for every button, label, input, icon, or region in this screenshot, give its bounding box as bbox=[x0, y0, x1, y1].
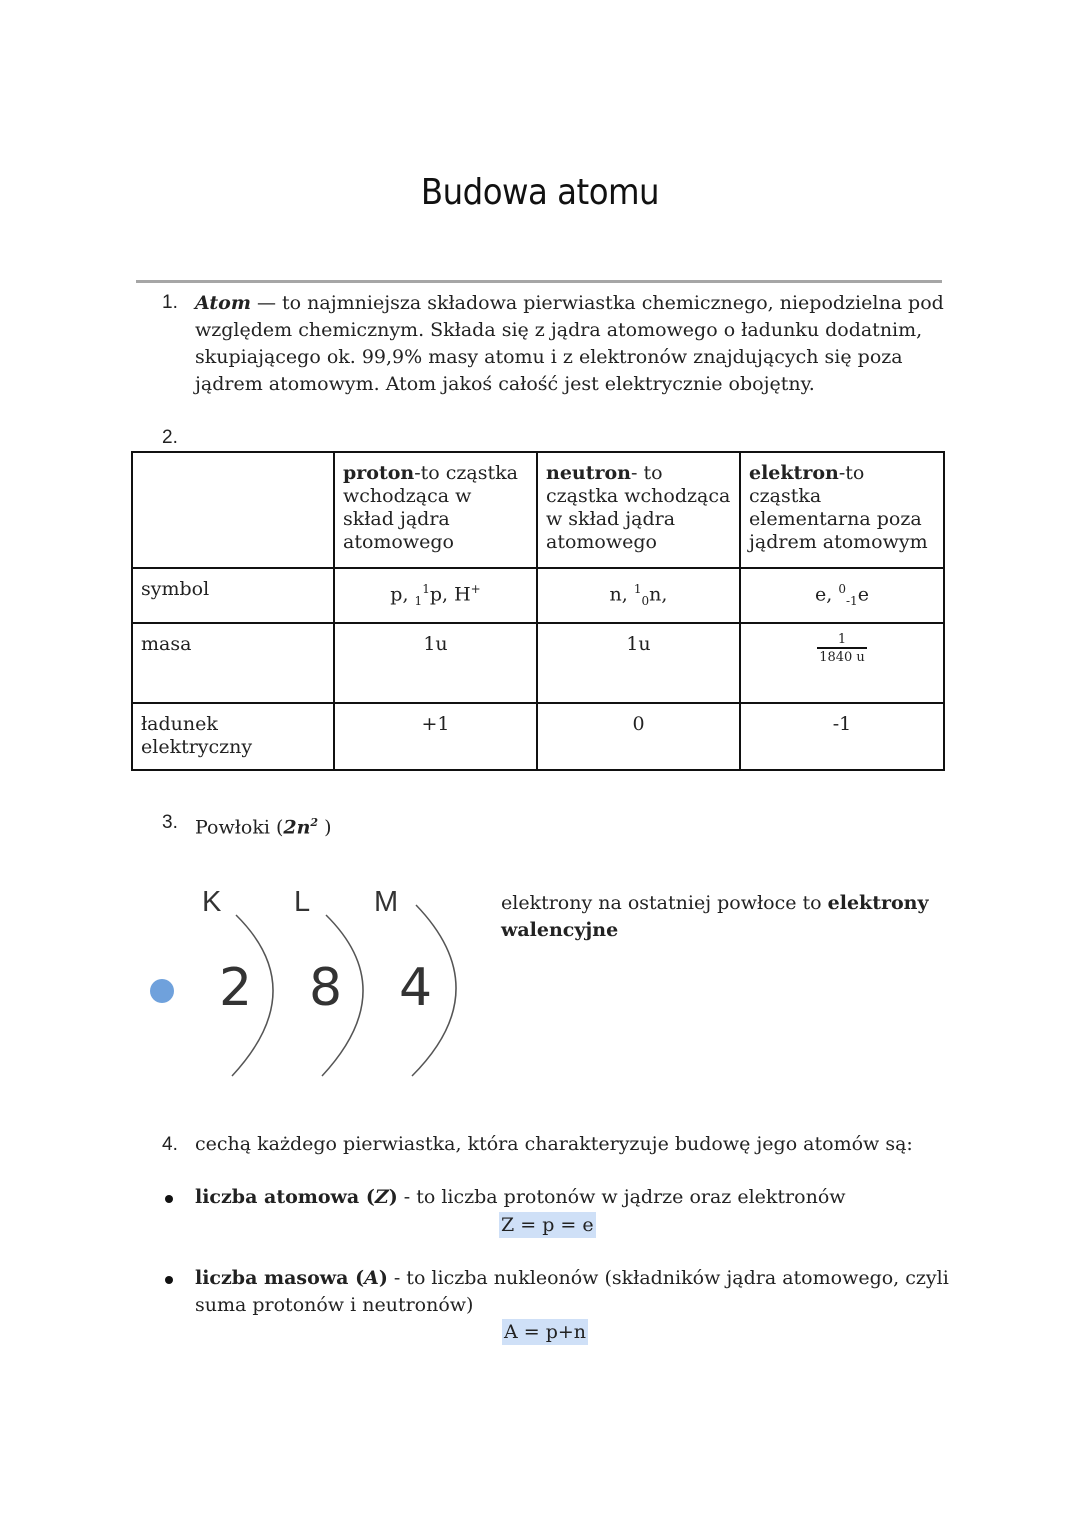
shell-label-m: M bbox=[374, 886, 399, 918]
shell-arc-m bbox=[412, 905, 456, 1076]
electron-description: -to cząstka elementarna poza jądrem atomowym bbox=[749, 462, 928, 553]
electron-term: elektron bbox=[749, 462, 839, 484]
proton-charge: +1 bbox=[334, 703, 537, 770]
proton-symbol: p, $_1^1$p, H+ bbox=[334, 568, 537, 623]
mass-number-symbol: A bbox=[364, 1267, 379, 1289]
shell-count-l: 8 bbox=[309, 958, 343, 1018]
neutron-description: - to cząstka wchodząca w skład jądra atomowego bbox=[546, 462, 731, 553]
valence-term-1: elektrony bbox=[827, 892, 929, 914]
mass-number-line-2: suma protonów i neutronów) bbox=[195, 1294, 474, 1316]
section-2-number: 2. bbox=[162, 427, 178, 448]
bullet-dot-mass-number bbox=[165, 1276, 173, 1284]
charge-label: ładunek elektryczny bbox=[132, 703, 334, 770]
proton-mass: 1u bbox=[334, 623, 537, 703]
section-4-number: 4. bbox=[162, 1134, 178, 1155]
shell-formula: 2n bbox=[283, 816, 311, 839]
atom-definition-start: — to najmniejsza składowa pierwiastka chemicznego, niepodzielna pod bbox=[250, 292, 944, 314]
atomic-number-formula: Z = p = e bbox=[501, 1214, 594, 1236]
section-3-number: 3. bbox=[162, 812, 178, 833]
valence-note-line-1: elektrony na ostatniej powłoce to elektrony bbox=[501, 892, 929, 914]
shell-count-k: 2 bbox=[219, 958, 253, 1018]
atom-term: Atom bbox=[195, 292, 251, 314]
shell-count-m: 4 bbox=[399, 958, 433, 1018]
neutron-term: neutron bbox=[546, 462, 631, 484]
neutron-symbol: n, $^1_0$n, bbox=[537, 568, 740, 623]
section-1-line-2: względem chemicznym. Składa się z jądra atomowego o ładunku dodatnim, bbox=[195, 319, 923, 341]
valence-note bbox=[501, 890, 941, 944]
section-4-intro: cechą każdego pierwiastka, która charakteryzuje budowę jego atomów są: bbox=[195, 1133, 913, 1155]
bullet-dot-atomic-number bbox=[165, 1195, 173, 1203]
section-1-line-3: skupiającego ok. 99,9% masy atomu i z elektronów znajdujących się poza bbox=[195, 346, 903, 368]
section-3-heading: Powłoki ($2n^2$ ) bbox=[195, 816, 332, 839]
atomic-number-symbol: Z bbox=[374, 1186, 389, 1208]
fraction-denominator: 1840 u bbox=[817, 647, 867, 665]
section-1-number: 1. bbox=[162, 292, 178, 313]
fraction-numerator: 1 bbox=[837, 632, 847, 648]
proton-term: proton bbox=[343, 462, 415, 484]
atomic-number-text: liczba atomowa (Z) - to liczba protonów w jądrze oraz elektronów bbox=[195, 1186, 846, 1208]
valence-term-2: walencyjne bbox=[501, 919, 619, 941]
mass-number-line-1: liczba masowa (A) - to liczba nukleonów (składników jądra atomowego, czyli bbox=[195, 1267, 949, 1289]
page-title: Budowa atomu bbox=[420, 172, 660, 213]
electron-symbol: e, $^0_{-1}$e bbox=[740, 568, 944, 623]
shell-arc-l bbox=[322, 915, 363, 1076]
symbol-label: symbol bbox=[132, 568, 334, 623]
mass-number-text bbox=[195, 1265, 955, 1319]
shell-label-l: L bbox=[294, 886, 311, 918]
electron-charge: -1 bbox=[740, 703, 944, 770]
mass-label: masa bbox=[132, 623, 334, 703]
section-1-line-4: jądrem atomowym. Atom jakoś całość jest elektrycznie obojętny. bbox=[195, 373, 815, 395]
neutron-charge: 0 bbox=[537, 703, 740, 770]
proton-description: -to cząstka wchodząca w skład jądra atomowego bbox=[343, 462, 518, 553]
shell-arc-k bbox=[232, 915, 273, 1076]
neutron-mass: 1u bbox=[537, 623, 740, 703]
mass-number-formula: A = p+n bbox=[504, 1321, 587, 1343]
shell-label-k: K bbox=[202, 886, 222, 918]
